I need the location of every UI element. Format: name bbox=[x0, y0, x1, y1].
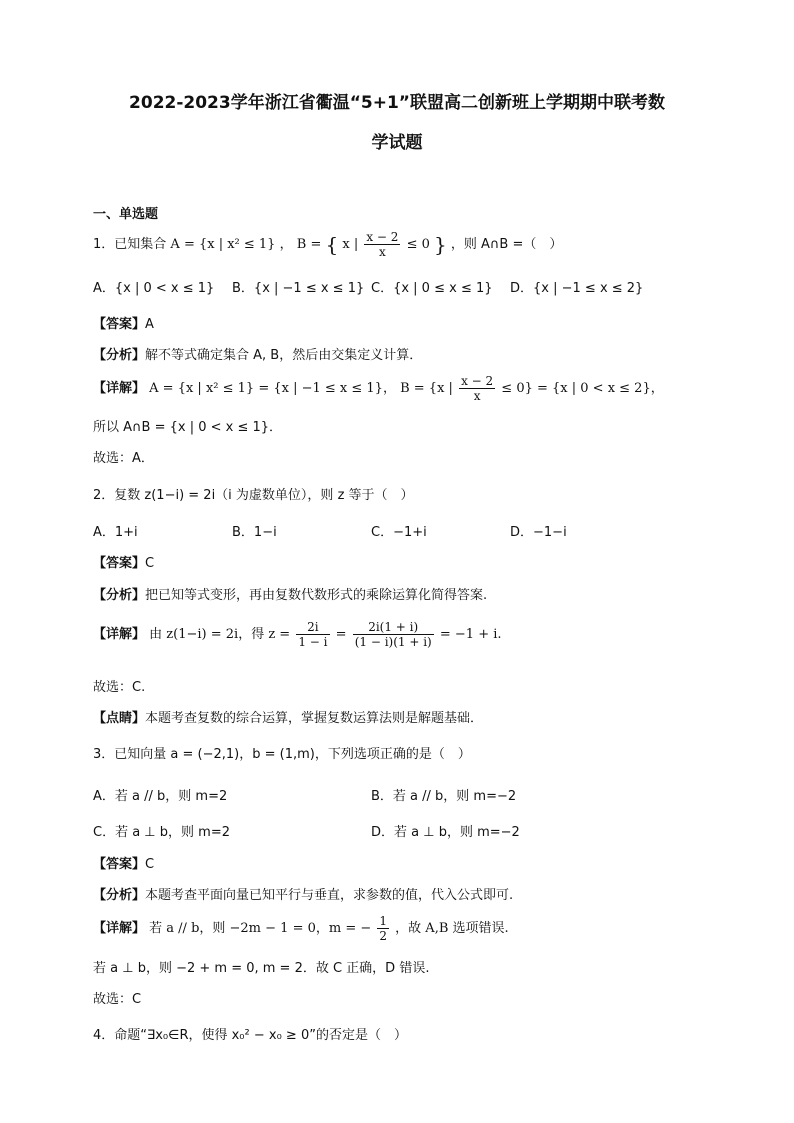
q1-option-b: B．{x | −1 ≤ x ≤ 1} bbox=[232, 281, 365, 296]
q1-option-d: D．{x | −1 ≤ x ≤ 2} bbox=[510, 281, 644, 296]
q1-option-a: A．{x | 0 < x ≤ 1} bbox=[93, 281, 215, 296]
q2-option-c: C．−1+i bbox=[371, 525, 427, 540]
q3-detail: 【详解】 若 a // b，则 −2m − 1 = 0，m = − $\frac{1}{2}$ ，故 A,B 选项错误. bbox=[93, 914, 509, 943]
section-heading: 一、单选题 bbox=[93, 207, 159, 222]
q1-answer-value: A bbox=[145, 317, 154, 332]
q4-stem: 4．命题“∃x₀∈R，使得 x₀² − x₀ ≥ 0”的否定是（ ） bbox=[93, 1028, 407, 1043]
q3-option-c: C．若 a ⊥ b，则 m=2 bbox=[93, 825, 230, 840]
q2-fraction-1: $\frac{2i}{1 - i}$ bbox=[298, 620, 328, 649]
q2-option-d: D．−1−i bbox=[510, 525, 567, 540]
q1-stem-suffix: ，则 A∩B =（ ） bbox=[450, 237, 563, 252]
q1-set-a: A = {x | x² ≤ 1} bbox=[170, 237, 276, 252]
page-title-line2: 学试题 bbox=[371, 133, 423, 153]
analysis-tag: 【分析】 bbox=[93, 348, 146, 363]
q2-option-a: A．1+i bbox=[93, 525, 138, 540]
q3-analysis: 【分析】本题考查平面向量已知平行与垂直，求参数的值，代入公式即可. bbox=[93, 888, 514, 903]
q3-pick: 故选：C bbox=[93, 992, 142, 1007]
q1-stem: 1．已知集合 A = {x | x² ≤ 1} ， B = { x | $\frac{x - 2}{x}$ ≤ 0 } ，则 A∩B =（ ） bbox=[93, 230, 563, 259]
q1-set-b-x: x | bbox=[342, 237, 359, 252]
q2-pick: 故选：C. bbox=[93, 680, 146, 695]
q1-pick: 故选：A． bbox=[93, 451, 154, 466]
q3-stem: 3．已知向量 a = (−2,1)，b = (1,m)，下列选项正确的是（ ） bbox=[93, 747, 471, 762]
detail-tag: 【详解】 bbox=[93, 381, 146, 396]
q1-analysis: 【分析】解不等式确定集合 A, B，然后由交集定义计算． bbox=[93, 348, 423, 363]
q1-sep: ， bbox=[279, 237, 293, 252]
q1-answer bbox=[93, 313, 154, 332]
q2-stem: 2．复数 z(1−i) = 2i（i 为虚数单位），则 z 等于（ ） bbox=[93, 488, 414, 503]
q3-option-d: D．若 a ⊥ b，则 m=−2 bbox=[371, 825, 520, 840]
q3-fraction: $\frac{1}{2}$ bbox=[379, 914, 388, 943]
q2-analysis: 【分析】把已知等式变形，再由复数代数形式的乘除运算化简得答案. bbox=[93, 588, 488, 603]
q2-comment: 【点睛】本题考查复数的综合运算，掌握复数运算法则是解题基础． bbox=[93, 711, 484, 726]
q3-answer: 【答案】C bbox=[93, 857, 155, 872]
q3-option-b: B．若 a // b，则 m=−2 bbox=[371, 789, 517, 804]
q1-stem-prefix: 1．已知集合 bbox=[93, 237, 167, 252]
q3-option-a: A．若 a // b，则 m=2 bbox=[93, 789, 228, 804]
q1-detail: 【详解】 A = {x | x² ≤ 1} = {x | −1 ≤ x ≤ 1}， B = {x | $\frac{x - 2}{x}$ ≤ 0} = {x | 0 < x ≤ 2}， bbox=[93, 374, 664, 403]
q1-set-b-tail: ≤ 0 bbox=[406, 237, 430, 252]
q1-option-c: C．{x | 0 ≤ x ≤ 1} bbox=[371, 281, 493, 296]
q2-answer: 【答案】C bbox=[93, 556, 155, 571]
q2-detail: 【详解】 由 z(1−i) = 2i，得 z = $\frac{2i}{1 - i}$ = $\frac{2i(1 + i)}{(1 - i)(1 + i)}$ = −1 + i. bbox=[93, 620, 502, 649]
answer-tag: 【答案】 bbox=[93, 317, 146, 332]
q2-fraction-2: $\frac{2i(1 + i)}{(1 - i)(1 + i)}$ bbox=[354, 620, 432, 649]
q1-detail-fraction: $\frac{x - 2}{x}$ bbox=[461, 374, 494, 403]
q1-conclusion: 所以 A∩B = {x | 0 < x ≤ 1}． bbox=[93, 420, 283, 435]
q3-detail-line2: 若 a ⊥ b，则 −2 + m = 0, m = 2．故 C 正确，D 错误. bbox=[93, 961, 430, 976]
q2-option-b: B．1−i bbox=[232, 525, 277, 540]
q1-set-b-prefix: B = bbox=[296, 237, 326, 252]
q1-set-b-fraction: $\frac{x - 2}{x}$ bbox=[366, 230, 399, 259]
page-title-line1: 2022-2023学年浙江省衢温“5+1”联盟高二创新班上学期期中联考数 bbox=[129, 93, 665, 113]
